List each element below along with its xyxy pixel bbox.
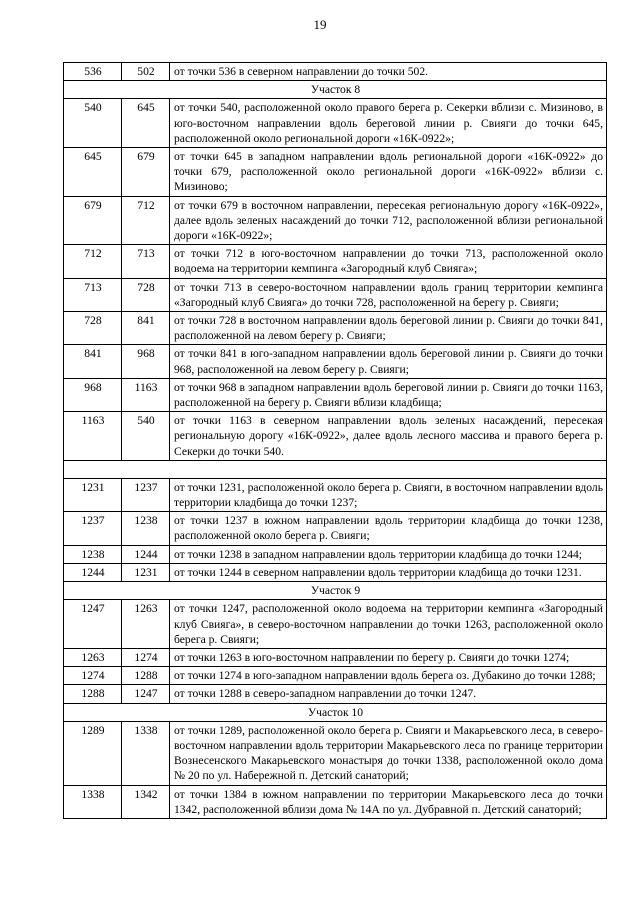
description-cell: от точки 1231, расположенной около берега р. Свияги, в восточном направлении вдоль территории кладбища до точки 1237; <box>170 478 607 511</box>
point-from-cell: 1244 <box>64 563 122 581</box>
table-row <box>64 278 607 311</box>
description-cell: от точки 1247, расположенной около водоема на территории кемпинга «Загородный клуб Свияга», в северо-восточном направлении до точки 1263, расположенной около берега р. Свияги; <box>170 600 607 649</box>
description-cell: от точки 540, расположенной около правого берега р. Секерки вблизи с. Мизиново, в юго-восточном направлении вдоль береговой линии р. Свияги до точки 645, расположенной около региональной дороги «16К-0922»; <box>170 99 607 148</box>
point-to-cell: 1231 <box>122 563 170 581</box>
description-cell: от точки 1384 в южном направлении по территории Макарьевского леса до точки 1342, расположенной вблизи дома № 14А по ул. Дубравной п. Детский санаторий; <box>170 785 607 818</box>
table-row <box>64 196 607 245</box>
point-to-cell: 1238 <box>122 512 170 545</box>
point-to-cell: 1342 <box>122 785 170 818</box>
point-to-cell: 841 <box>122 312 170 345</box>
description-cell: от точки 1238 в западном направлении вдоль территории кладбища до точки 1244; <box>170 545 607 563</box>
point-to-cell: 1338 <box>122 721 170 785</box>
table-row <box>64 685 607 703</box>
table-row <box>64 721 607 785</box>
description-cell: от точки 1289, расположенной около берега р. Свияги и Макарьевского леса, в северо-восточном направлении вдоль территории Макарьевского леса по границе территории Вознесенского Макарьевского монастыря до точки 1338, расположенной около дома № 20 по ул. Набережной п. Детский санаторий; <box>170 721 607 785</box>
table-row <box>64 600 607 649</box>
point-to-cell: 1274 <box>122 648 170 666</box>
section-header-row <box>64 582 607 600</box>
point-from-cell: 728 <box>64 312 122 345</box>
point-from-cell: 645 <box>64 148 122 197</box>
page-number: 19 <box>313 17 327 32</box>
point-from-cell: 1338 <box>64 785 122 818</box>
point-to-cell: 1288 <box>122 667 170 685</box>
table-row <box>64 245 607 278</box>
point-from-cell: 1263 <box>64 648 122 666</box>
point-from-cell: 1274 <box>64 667 122 685</box>
description-cell: от точки 1237 в южном направлении вдоль территории кладбища до точки 1238, расположенной около берега р. Свияги; <box>170 512 607 545</box>
description-cell: от точки 1274 в юго-западном направлении вдоль берега оз. Дубакино до точки 1288; <box>170 667 607 685</box>
description-cell: от точки 728 в восточном направлении вдоль береговой линии р. Свияги до точки 841, расположенной на левом берегу р. Свияги; <box>170 312 607 345</box>
point-to-cell: 645 <box>122 99 170 148</box>
description-cell: от точки 645 в западном направлении вдоль региональной дороги «16К-0922» до точки 679, расположенной около региональной дороги «16К-0922» вблизи с. Мизиново; <box>170 148 607 197</box>
section-header-row <box>64 703 607 721</box>
section-title: Участок 10 <box>64 703 607 721</box>
point-from-cell: 679 <box>64 196 122 245</box>
description-cell: от точки 712 в юго-восточном направлении до точки 713, расположенной около водоема на территории кемпинга «Загородный клуб Свияга»; <box>170 245 607 278</box>
point-from-cell: 1289 <box>64 721 122 785</box>
point-to-cell: 712 <box>122 196 170 245</box>
point-to-cell: 1244 <box>122 545 170 563</box>
point-from-cell: 1237 <box>64 512 122 545</box>
table-row <box>64 545 607 563</box>
description-cell: от точки 1263 в юго-восточном направлении по берегу р. Свияги до точки 1274; <box>170 648 607 666</box>
table-row <box>64 148 607 197</box>
table-row <box>64 667 607 685</box>
spacer-row <box>64 460 607 478</box>
point-from-cell: 1163 <box>64 412 122 461</box>
description-cell: от точки 713 в северо-восточном направлении вдоль границ территории кемпинга «Загородный клуб Свияга» до точки 728, расположенной на берегу р. Свияги; <box>170 278 607 311</box>
description-cell: от точки 679 в восточном направлении, пересекая региональную дорогу «16К-0922», далее вдоль зеленых насаждений до точки 712, расположенной вблизи региональной дороги «16К-0922»; <box>170 196 607 245</box>
point-from-cell: 1288 <box>64 685 122 703</box>
section-title: Участок 9 <box>64 582 607 600</box>
point-from-cell: 841 <box>64 345 122 378</box>
point-to-cell: 1263 <box>122 600 170 649</box>
table-row <box>64 563 607 581</box>
point-from-cell: 712 <box>64 245 122 278</box>
table-row <box>64 412 607 461</box>
point-to-cell: 540 <box>122 412 170 461</box>
description-cell: от точки 1163 в северном направлении вдоль зеленых насаждений, пересекая региональную дорогу «16К-0922», далее вдоль лесного массива и правого берега р. Секерки до точки 540. <box>170 412 607 461</box>
point-to-cell: 1237 <box>122 478 170 511</box>
point-from-cell: 713 <box>64 278 122 311</box>
point-to-cell: 713 <box>122 245 170 278</box>
table-row <box>64 512 607 545</box>
point-from-cell: 968 <box>64 378 122 411</box>
description-cell: от точки 841 в юго-западном направлении вдоль береговой линии р. Свияги до точки 968, расположенной на левом берегу р. Свияги; <box>170 345 607 378</box>
table-row <box>64 648 607 666</box>
table-row <box>64 345 607 378</box>
table-row <box>64 785 607 818</box>
description-cell: от точки 536 в северном направлении до точки 502. <box>170 63 607 81</box>
section-title: Участок 8 <box>64 81 607 99</box>
spacer-cell <box>64 460 607 478</box>
table-row <box>64 478 607 511</box>
table-row <box>64 312 607 345</box>
point-to-cell: 728 <box>122 278 170 311</box>
table-row <box>64 63 607 81</box>
boundary-description-table <box>63 62 607 819</box>
point-from-cell: 1231 <box>64 478 122 511</box>
section-header-row <box>64 81 607 99</box>
description-cell: от точки 1244 в северном направлении вдоль территории кладбища до точки 1231. <box>170 563 607 581</box>
table-row <box>64 378 607 411</box>
point-from-cell: 540 <box>64 99 122 148</box>
description-cell: от точки 968 в западном направлении вдоль береговой линии р. Свияги до точки 1163, расположенной на берегу р. Свияги вблизи кладбища; <box>170 378 607 411</box>
description-cell: от точки 1288 в северо-западном направлении до точки 1247. <box>170 685 607 703</box>
point-from-cell: 1247 <box>64 600 122 649</box>
point-to-cell: 1163 <box>122 378 170 411</box>
point-to-cell: 968 <box>122 345 170 378</box>
point-to-cell: 679 <box>122 148 170 197</box>
point-from-cell: 1238 <box>64 545 122 563</box>
table-row <box>64 99 607 148</box>
point-to-cell: 1247 <box>122 685 170 703</box>
point-to-cell: 502 <box>122 63 170 81</box>
table-body <box>64 63 607 819</box>
point-from-cell: 536 <box>64 63 122 81</box>
